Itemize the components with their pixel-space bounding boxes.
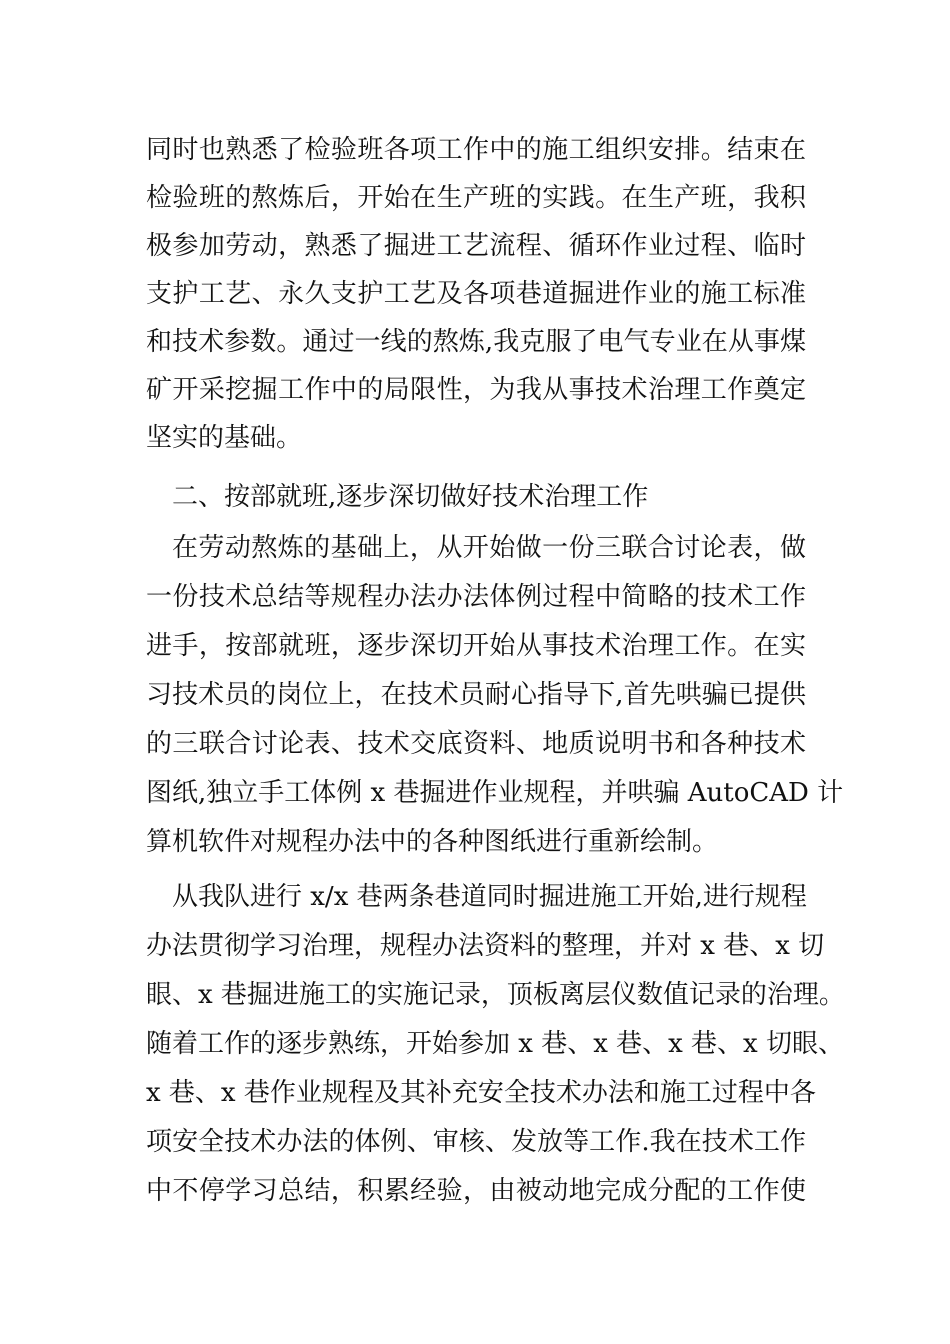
text-line: 习技术员的岗位上，在技术员耐心指导下,首先哄骗已提供 [146,680,806,710]
text-line: 算机软件对规程办法中的各种图纸进行重新绘制。 [146,827,719,857]
text-line: 坚实的基础。 [146,423,303,453]
text-line: 眼、x 巷掘进施工的实施记录，顶板离层仪数值记录的治理。 [146,980,845,1010]
text-line: 从我队进行 x/x 巷两条巷道同时掘进施工开始,进行规程 [172,882,807,912]
text-line: 同时也熟悉了检验班各项工作中的施工组织安排。结束在 [146,135,806,165]
text-line: 随着工作的逐步熟练，开始参加 x 巷、x 巷、x 巷、x 切眼、 [146,1029,844,1059]
text-line: 和技术参数。通过一线的熬炼,我克服了电气专业在从事煤 [146,327,806,357]
text-line: 的三联合讨论表、技术交底资料、地质说明书和各种技术 [146,729,806,759]
text-line: 一份技术总结等规程办法办法体例过程中简略的技术工作 [146,582,806,612]
text-line: 图纸,独立手工体例 x 巷掘进作业规程，并哄骗 AutoCAD 计 [146,778,844,808]
text-line: 办法贯彻学习治理，规程办法资料的整理，并对 x 巷、x 切 [146,931,825,961]
text-line: 检验班的熬炼后，开始在生产班的实践。在生产班，我积 [146,183,806,213]
text-line: 在劳动熬炼的基础上，从开始做一份三联合讨论表，做 [172,533,806,563]
text-line: 进手，按部就班，逐步深切开始从事技术治理工作。在实 [146,631,806,661]
text-line: 矿开采挖掘工作中的局限性，为我从事技术治理工作奠定 [146,375,806,405]
section-heading: 二、按部就班,逐步深切做好技术治理工作 [172,482,649,512]
text-line: 项安全技术办法的体例、审核、发放等工作.我在技术工作 [146,1127,806,1157]
text-line: x 巷、x 巷作业规程及其补充安全技术办法和施工过程中各 [146,1078,816,1108]
text-line: 支护工艺、永久支护工艺及各项巷道掘进作业的施工标准 [146,279,806,309]
text-line: 极参加劳动，熟悉了掘进工艺流程、循环作业过程、临时 [146,231,806,261]
text-line: 中不停学习总结，积累经验，由被动地完成分配的工作使 [146,1176,806,1206]
